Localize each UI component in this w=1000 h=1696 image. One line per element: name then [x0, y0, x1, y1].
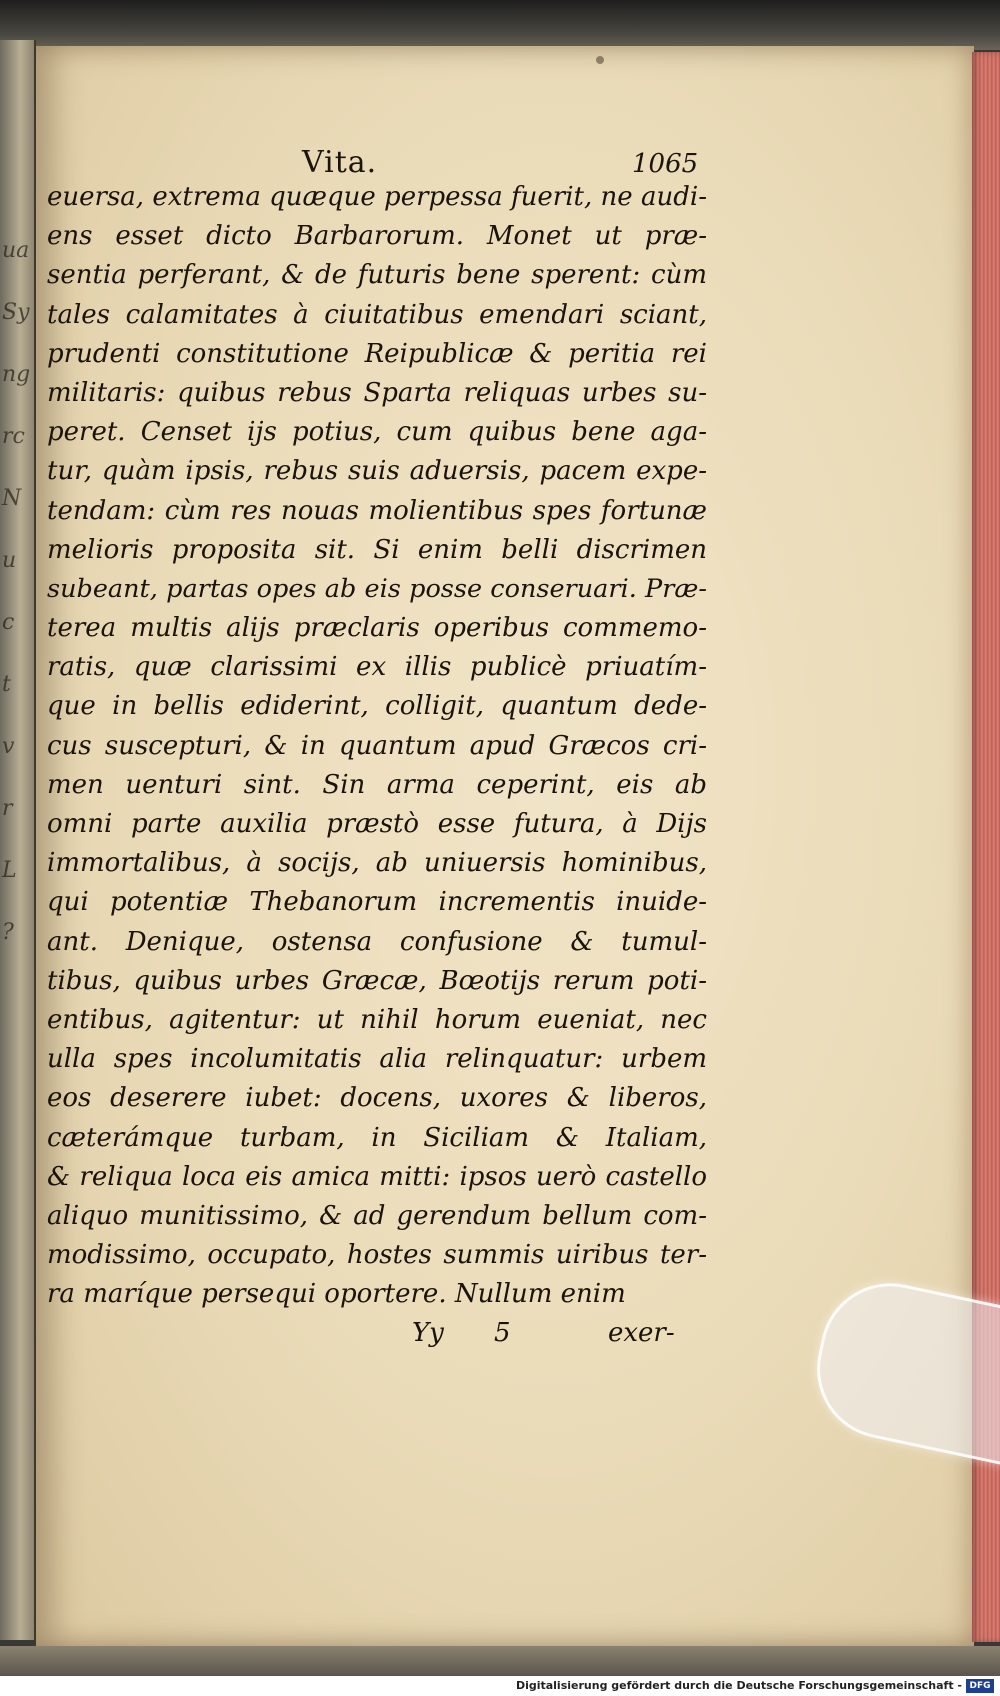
adjacent-page-fragment: rc [2, 424, 25, 449]
text-line: modissimo, occupato, hostes summis uiribus ter- [47, 1240, 707, 1271]
text-line: peret. Censet ijs potius, cum quibus bene aga- [47, 417, 707, 448]
signature-line [412, 1318, 682, 1358]
text-line: que in bellis ediderint, colligit, quantum dede- [47, 691, 707, 722]
text-line: cus suscepturi, & in quantum apud Græcos cri- [47, 730, 707, 761]
text-line: subeant, partas opes ab eis posse conseruari. Præ- [47, 573, 707, 604]
adjacent-page-edge [0, 40, 36, 1640]
adjacent-page-fragment: r [2, 796, 13, 821]
text-line: militaris: quibus rebus Sparta reliquas urbes su- [47, 377, 707, 408]
catchword: exer- [608, 1318, 675, 1348]
adjacent-page-fragment: ? [2, 920, 14, 945]
adjacent-page-fragment: u [2, 548, 17, 573]
running-title: Vita. [302, 145, 378, 180]
scanner-bed-top [0, 0, 1000, 50]
text-line: prudenti constitutione Reipublicæ & peritia rei [47, 338, 707, 369]
text-line: sentia perferant, & de futuris bene sperent: cùm [47, 260, 707, 291]
adjacent-page-fragment: ng [2, 362, 31, 387]
page-mark [596, 56, 604, 64]
page-number: 1065 [632, 149, 699, 179]
text-line: & reliqua loca eis amica mitti: ipsos uerò castello [47, 1161, 707, 1192]
text-line: tales calamitates à ciuitatibus emendari sciant, [47, 299, 707, 330]
digitization-credit: Digitalisierung gefördert durch die Deutsche Forschungsgemeinschaft - [515, 1679, 962, 1692]
text-line: tibus, quibus urbes Græcæ, Bœotijs rerum poti- [47, 965, 707, 996]
signature-mark: Yy [412, 1318, 444, 1348]
text-line: qui potentiæ Thebanorum incrementis inuide- [47, 887, 707, 918]
text-line: terea multis alijs præclaris operibus commemo- [47, 613, 707, 644]
adjacent-page-fragment: t [2, 672, 11, 697]
text-line: ulla spes incolumitatis alia relinquatur: urbem [47, 1044, 707, 1075]
text-line: eos deserere iubet: docens, uxores & liberos, [47, 1083, 707, 1114]
adjacent-page-fragment: L [2, 858, 17, 883]
text-line: ratis, quæ clarissimi ex illis publicè priuatím- [47, 652, 707, 683]
adjacent-page-fragments [2, 220, 30, 964]
text-line: cæterámque turbam, in Siciliam & Italiam, [47, 1122, 707, 1153]
scanner-bed-bottom [0, 1646, 1000, 1676]
adjacent-page-fragment: v [2, 734, 15, 759]
text-line: tur, quàm ipsis, rebus suis aduersis, pacem expe- [47, 456, 707, 487]
text-line: omni parte auxilia præstò esse futura, à Dijs [47, 809, 707, 839]
adjacent-page-fragment: N [2, 486, 22, 511]
body-text [47, 178, 707, 1314]
dfg-logo: DFG [966, 1679, 994, 1693]
text-line: tendam: cùm res nouas molientibus spes fortunæ [47, 495, 707, 526]
text-line: men uenturi sint. Sin arma ceperint, eis ab [47, 769, 707, 800]
text-line: euersa, extrema quæque perpessa fuerit, ne audi- [47, 182, 707, 212]
text-line: immortalibus, à socijs, ab uniuersis hominibus, [47, 848, 707, 879]
text-line: ant. Denique, ostensa confusione & tumul- [47, 926, 707, 957]
text-line: melioris proposita sit. Si enim belli discrimen [47, 534, 707, 565]
text-line: ra maríque persequi oportere. Nullum enim [47, 1279, 626, 1310]
adjacent-page-fragment: Sy [2, 300, 30, 325]
adjacent-page-fragment: ua [2, 238, 30, 263]
adjacent-page-fragment: c [2, 610, 15, 635]
text-line: aliquo munitissimo, & ad gerendum bellum com- [47, 1200, 707, 1231]
signature-number: 5 [494, 1318, 511, 1348]
text-line: entibus, agitentur: ut nihil horum eueniat, nec [47, 1004, 707, 1035]
text-line: ens esset dicto Barbarorum. Monet ut præ- [47, 221, 707, 252]
